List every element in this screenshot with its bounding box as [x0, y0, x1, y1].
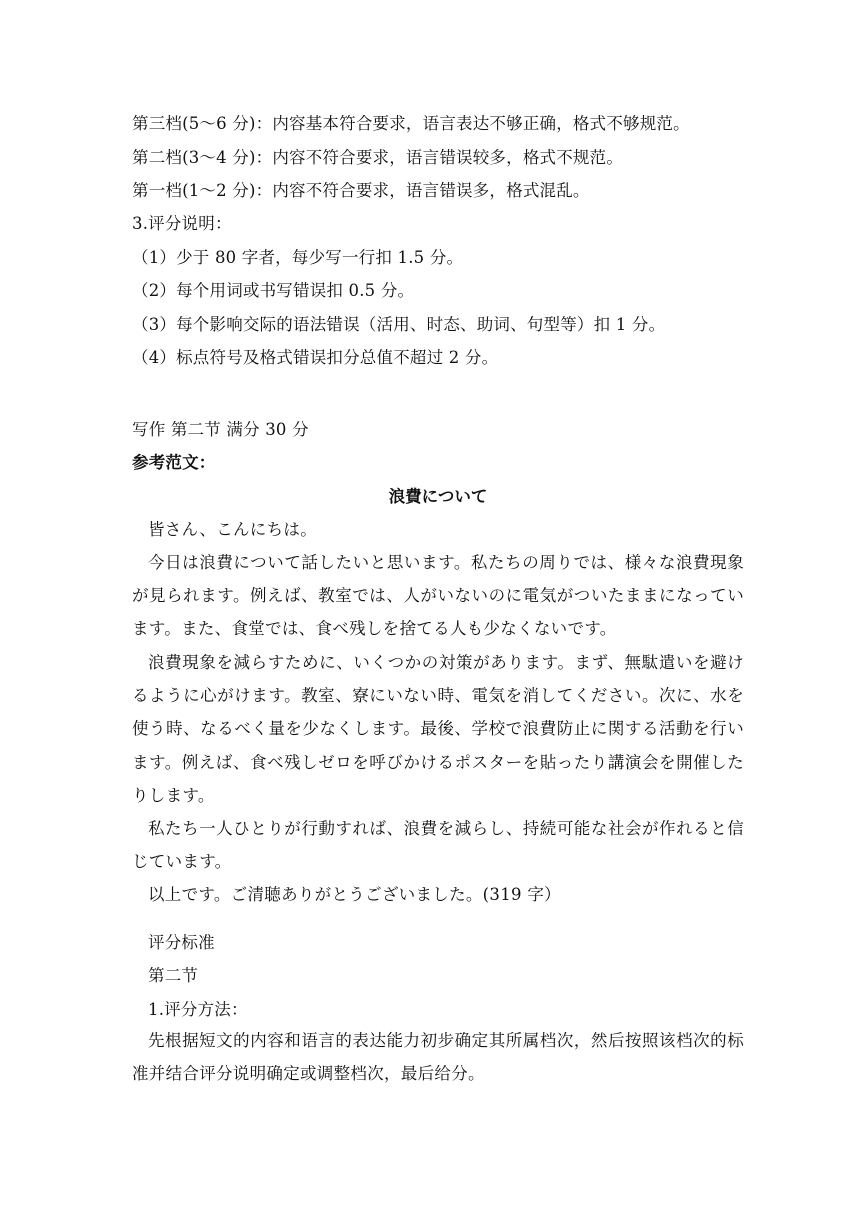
scoring-note-2: （2）每个用词或书写错误扣 0.5 分。 [132, 281, 415, 300]
essay-paragraph-measures: 浪費現象を減らすために、いくつかの対策があります。まず、無駄遣いを避けるように心がけます。教室、寮にいない時、電気を消してください。次に、水を使う時、なるべく量を少なくします。最後、学校で浪費防止に関する活動を行います。例えば、食べ残しゼロを呼びかけるポスターを貼ったり講演会を開催したりします。 [132, 653, 744, 805]
criteria-section: 第二节 [148, 966, 199, 985]
essay-paragraph-intro: 今日は浪費について話したいと思います。私たちの周りでは、様々な浪費現象が見られます。例えば、教室では、人がいないのに電気がついたままになっています。また、食堂では、食べ残しを捨てる人も少なくないです。 [132, 553, 744, 639]
essay-paragraph-greeting: 皆さん、こんにちは。 [148, 520, 317, 539]
scoring-notes-heading: 3.评分说明： [132, 214, 232, 233]
scoring-note-4: （4）标点符号及格式错误扣分总值不超过 2 分。 [132, 348, 499, 367]
sample-essay-label: 参考范文： [132, 453, 216, 472]
method-text: 先根据短文的内容和语言的表达能力初步确定其所属档次，然后按照该档次的标准并结合评分说明确定或调整档次，最后给分。 [132, 1031, 744, 1084]
grading-level-1: 第一档(1～2 分)：内容不符合要求，语言错误多，格式混乱。 [132, 181, 590, 200]
grading-level-3: 第三档(5～6 分)：内容基本符合要求，语言表达不够正确，格式不够规范。 [132, 114, 690, 133]
criteria-label: 评分标准 [148, 933, 215, 952]
section2-heading: 写作 第二节 满分 30 分 [132, 420, 309, 439]
grading-level-2: 第二档(3～4 分)：内容不符合要求，语言错误较多，格式不规范。 [132, 148, 624, 167]
essay-title: 浪費について [388, 487, 488, 506]
method-heading: 1.评分方法： [148, 1000, 248, 1019]
essay-paragraph-conclusion: 私たち一人ひとりが行動すれば、浪費を減らし、持続可能な社会が作れると信じています。 [132, 819, 744, 872]
essay-paragraph-closing: 以上です。ご清聴ありがとうございました。(319 字） [148, 885, 561, 904]
scoring-note-1: （1）少于 80 字者，每少写一行扣 1.5 分。 [132, 248, 464, 267]
scoring-note-3: （3）每个影响交际的语法错误（活用、时态、助词、句型等）扣 1 分。 [132, 315, 666, 334]
